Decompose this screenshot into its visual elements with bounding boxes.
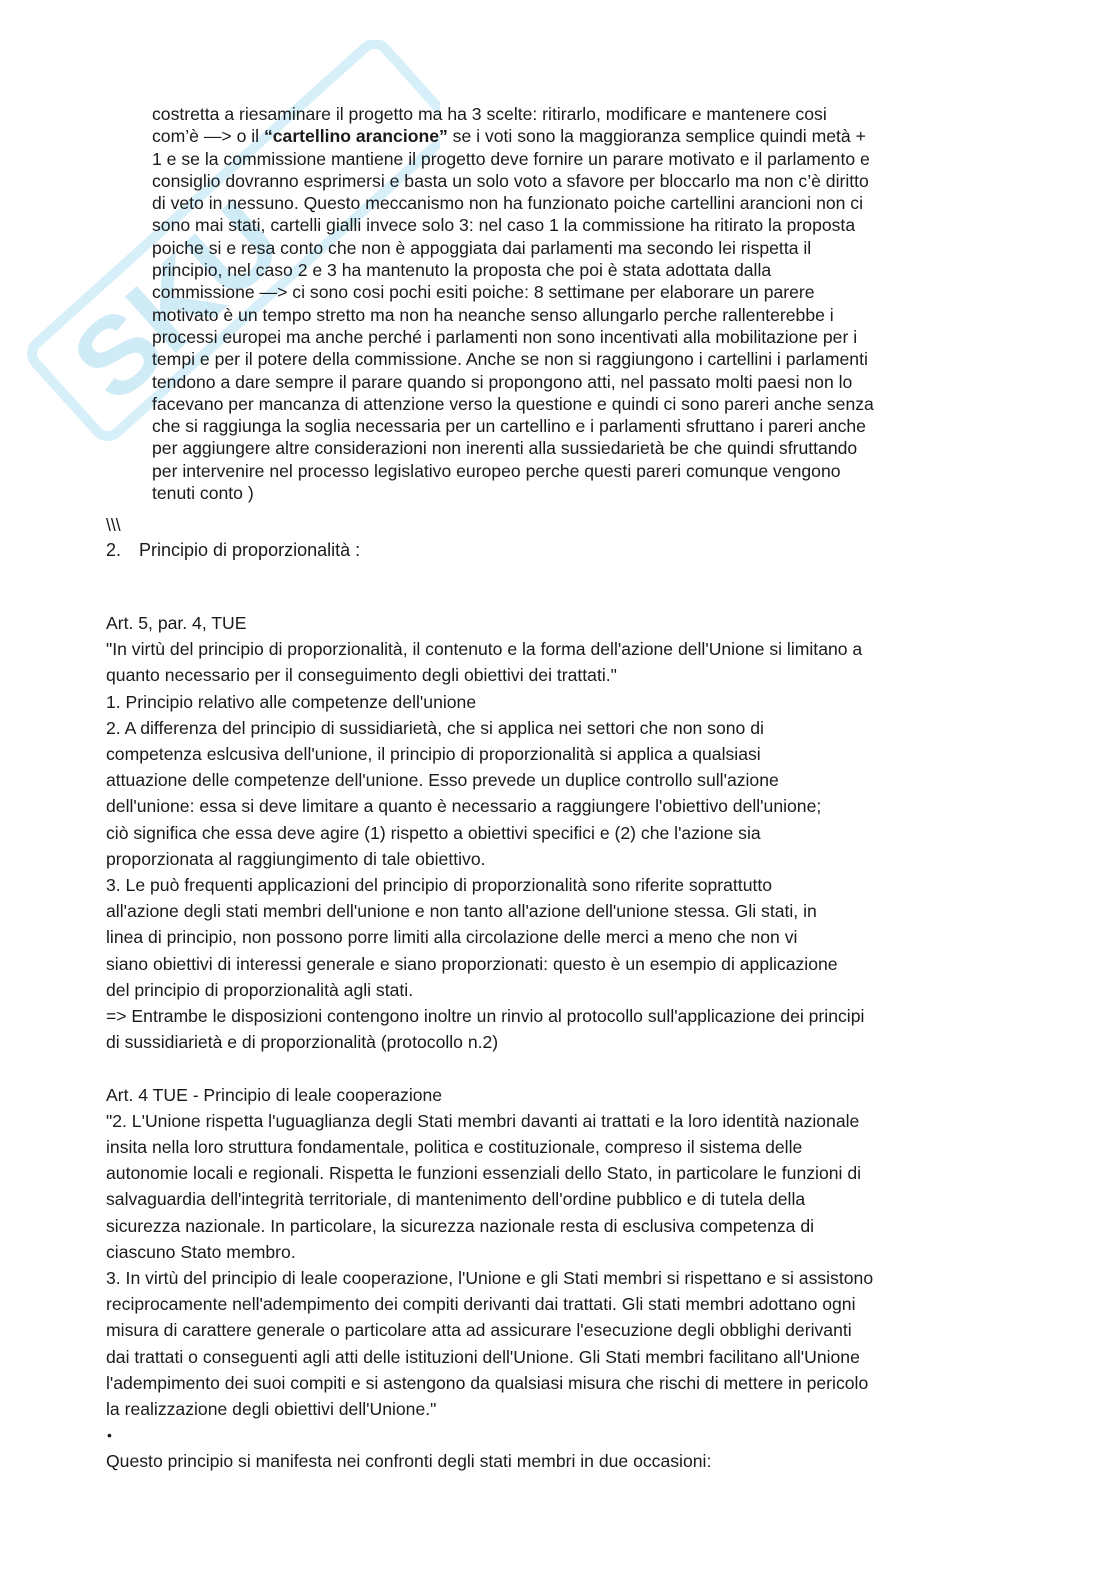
text-line: linea di principio, non possono porre limiti alla circolazione delle merci a meno che non vi xyxy=(106,927,798,948)
section-title: Principio di proporzionalità : xyxy=(139,540,361,560)
text-line: all'azione degli stati membri dell'unione e non tanto all'azione dell'unione stessa. Gli stati, in xyxy=(106,901,817,922)
text-line: autonomie locali e regionali. Rispetta le funzioni essenziali dello Stato, in particolare le funzioni di xyxy=(106,1163,862,1184)
text-line: 1 e se la commissione mantiene il progetto deve fornire un parare motivato e il parlamento e xyxy=(152,148,870,169)
text-line: facevano per mancanza di attenzione verso la questione e quindi ci sono pareri anche senza xyxy=(152,393,874,414)
text-line: "In virtù del principio di proporzionalità, il contenuto e la forma dell'azione dell'Unione si limitano a xyxy=(106,639,863,660)
main-body xyxy=(106,610,1026,1475)
blank-line xyxy=(106,1055,1026,1081)
svg-text:SKU: SKU xyxy=(49,177,305,425)
text-line: insita nella loro struttura fondamentale, politica e costituzionale, compreso il sistema delle xyxy=(106,1137,803,1158)
text-line: consiglio dovranno esprimersi e basta un solo voto a sfavore per bloccarlo ma non c’è diritto xyxy=(152,170,869,191)
indented-paragraph xyxy=(152,103,1022,504)
text-line: 3. Le può frequenti applicazioni del principio di proporzionalità sono riferite soprattutto xyxy=(106,875,773,896)
text-line: di sussidiarietà e di proporzionalità (protocollo n.2) xyxy=(106,1032,499,1053)
text-line: Questo principio si manifesta nei confronti degli stati membri in due occasioni: xyxy=(106,1451,712,1472)
text-line: ciascuno Stato membro. xyxy=(106,1241,296,1262)
bold-term: “cartellino arancione” xyxy=(263,126,448,147)
text-line: per aggiungere altre considerazioni non inerenti alla sussiedarietà be che quindi sfruttando xyxy=(152,438,858,459)
text-line: 3. In virtù del principio di leale cooperazione, l'Unione e gli Stati membri si rispettano e si assistono xyxy=(106,1268,874,1289)
text-line: dai trattati o conseguenti agli atti delle istituzioni dell'Unione. Gli Stati membri facilitano all'Unione xyxy=(106,1346,860,1367)
text-line: reciprocamente nell'adempimento dei compiti derivanti dai trattati. Gli stati membri adottano ogni xyxy=(106,1294,856,1315)
text-line: 1. Principio relativo alle competenze dell'unione xyxy=(106,691,477,712)
text-line: per intervenire nel processo legislativo europeo perche questi pareri comunque vengono xyxy=(152,460,841,481)
text-line: salvaguardia dell'integrità territoriale, di mantenimento dell'ordine pubblico e di tutela della xyxy=(106,1189,806,1210)
text-line: tendono a dare sempre il parare quando si propongono atti, nel passato molti paesi non lo xyxy=(152,371,853,392)
text-line: 2. A differenza del principio di sussidiarietà, che si applica nei settori che non sono di xyxy=(106,717,764,738)
section-heading xyxy=(106,538,360,562)
text-line: ciò significa che essa deve agire (1) rispetto a obiettivi specifici e (2) che l'azione sia xyxy=(106,822,761,843)
text-line: quanto necessario per il conseguimento degli obiettivi dei trattati." xyxy=(106,665,617,686)
text-line: "2. L'Unione rispetta l'uguaglianza degli Stati membri davanti ai trattati e la loro identità nazionale xyxy=(106,1110,860,1131)
text-line: l'adempimento dei suoi compiti e si astengono da qualsiasi misura che rischi di mettere in pericolo xyxy=(106,1372,869,1393)
text-line: principio, nel caso 2 e 3 ha mantenuto la proposta che poi è stata adottata dalla xyxy=(152,260,772,281)
text-line: competenza eslcusiva dell'unione, il principio di proporzionalità si applica a qualsiasi xyxy=(106,744,761,765)
text-line: => Entrambe le disposizioni contengono inoltre un rinvio al protocollo sull'applicazione dei principi xyxy=(106,1006,865,1027)
text-line: processi europei ma anche perché i parlamenti non sono incentivati alla mobilitazione per i xyxy=(152,326,858,347)
text-line: sicurezza nazionale. In particolare, la sicurezza nazionale resta di esclusiva competenza di xyxy=(106,1215,815,1236)
text-line: sono mai stati, cartelli gialli invece solo 3: nel caso 1 la commissione ha ritirato la proposta xyxy=(152,215,856,236)
text-line: di veto in nessuno. Questo meccanismo non ha funzionato poiche cartellini arancioni non ci xyxy=(152,193,864,214)
text-line: che si raggiunga la soglia necessaria per un cartellino e i parlamenti sfruttano i pareri anche xyxy=(152,416,866,437)
text-line: del principio di proporzionalità agli stati. xyxy=(106,979,414,1000)
article-heading: Art. 4 TUE - Principio di leale cooperazione xyxy=(106,1084,443,1105)
article-heading: Art. 5, par. 4, TUE xyxy=(106,613,247,633)
text-line: costretta a riesaminare il progetto ma ha 3 scelte: ritirarlo, modificare e mantenere cosi xyxy=(152,104,827,124)
text-line: tempi e per il potere della commissione. Anche se non si raggiungono i cartellini i parlamenti xyxy=(152,349,868,370)
text-line: proporzionata al raggiungimento di tale obiettivo. xyxy=(106,848,486,869)
text-line: com’è —> o il “cartellino arancione” se i voti sono la maggioranza semplice quindi metà + xyxy=(152,126,866,147)
separator-slashes: \\\ xyxy=(106,515,121,535)
text-line: motivato è un tempo stretto ma non ha neanche senso allungarlo perche rallenterebbe i xyxy=(152,304,834,325)
text-line: dell'unione: essa si deve limitare a quanto è necessario a raggiungere l'obiettivo dell'unione; xyxy=(106,796,822,817)
text-line: la realizzazione degli obiettivi dell'Unione." xyxy=(106,1399,437,1420)
text-line: siano obiettivi di interessi generale e siano proporzionati: questo è un esempio di applicazione xyxy=(106,953,838,974)
text-line: tenuti conto ) xyxy=(152,483,254,504)
text-line: commissione —> ci sono cosi pochi esiti poiche: 8 settimane per elaborare un parere xyxy=(152,282,815,303)
text-line: poiche si e resa conto che non è appoggiata dai parlamenti ma secondo lei rispetta il xyxy=(152,237,812,258)
section-number: 2. xyxy=(106,540,122,560)
text-line: attuazione delle competenze dell'unione. Esso prevede un duplice controllo sull'azione xyxy=(106,770,779,791)
bullet-point: • xyxy=(107,1427,112,1444)
text-line: misura di carattere generale o particolare atta ad assicurare l'esecuzione degli obblighi derivanti xyxy=(106,1320,852,1341)
